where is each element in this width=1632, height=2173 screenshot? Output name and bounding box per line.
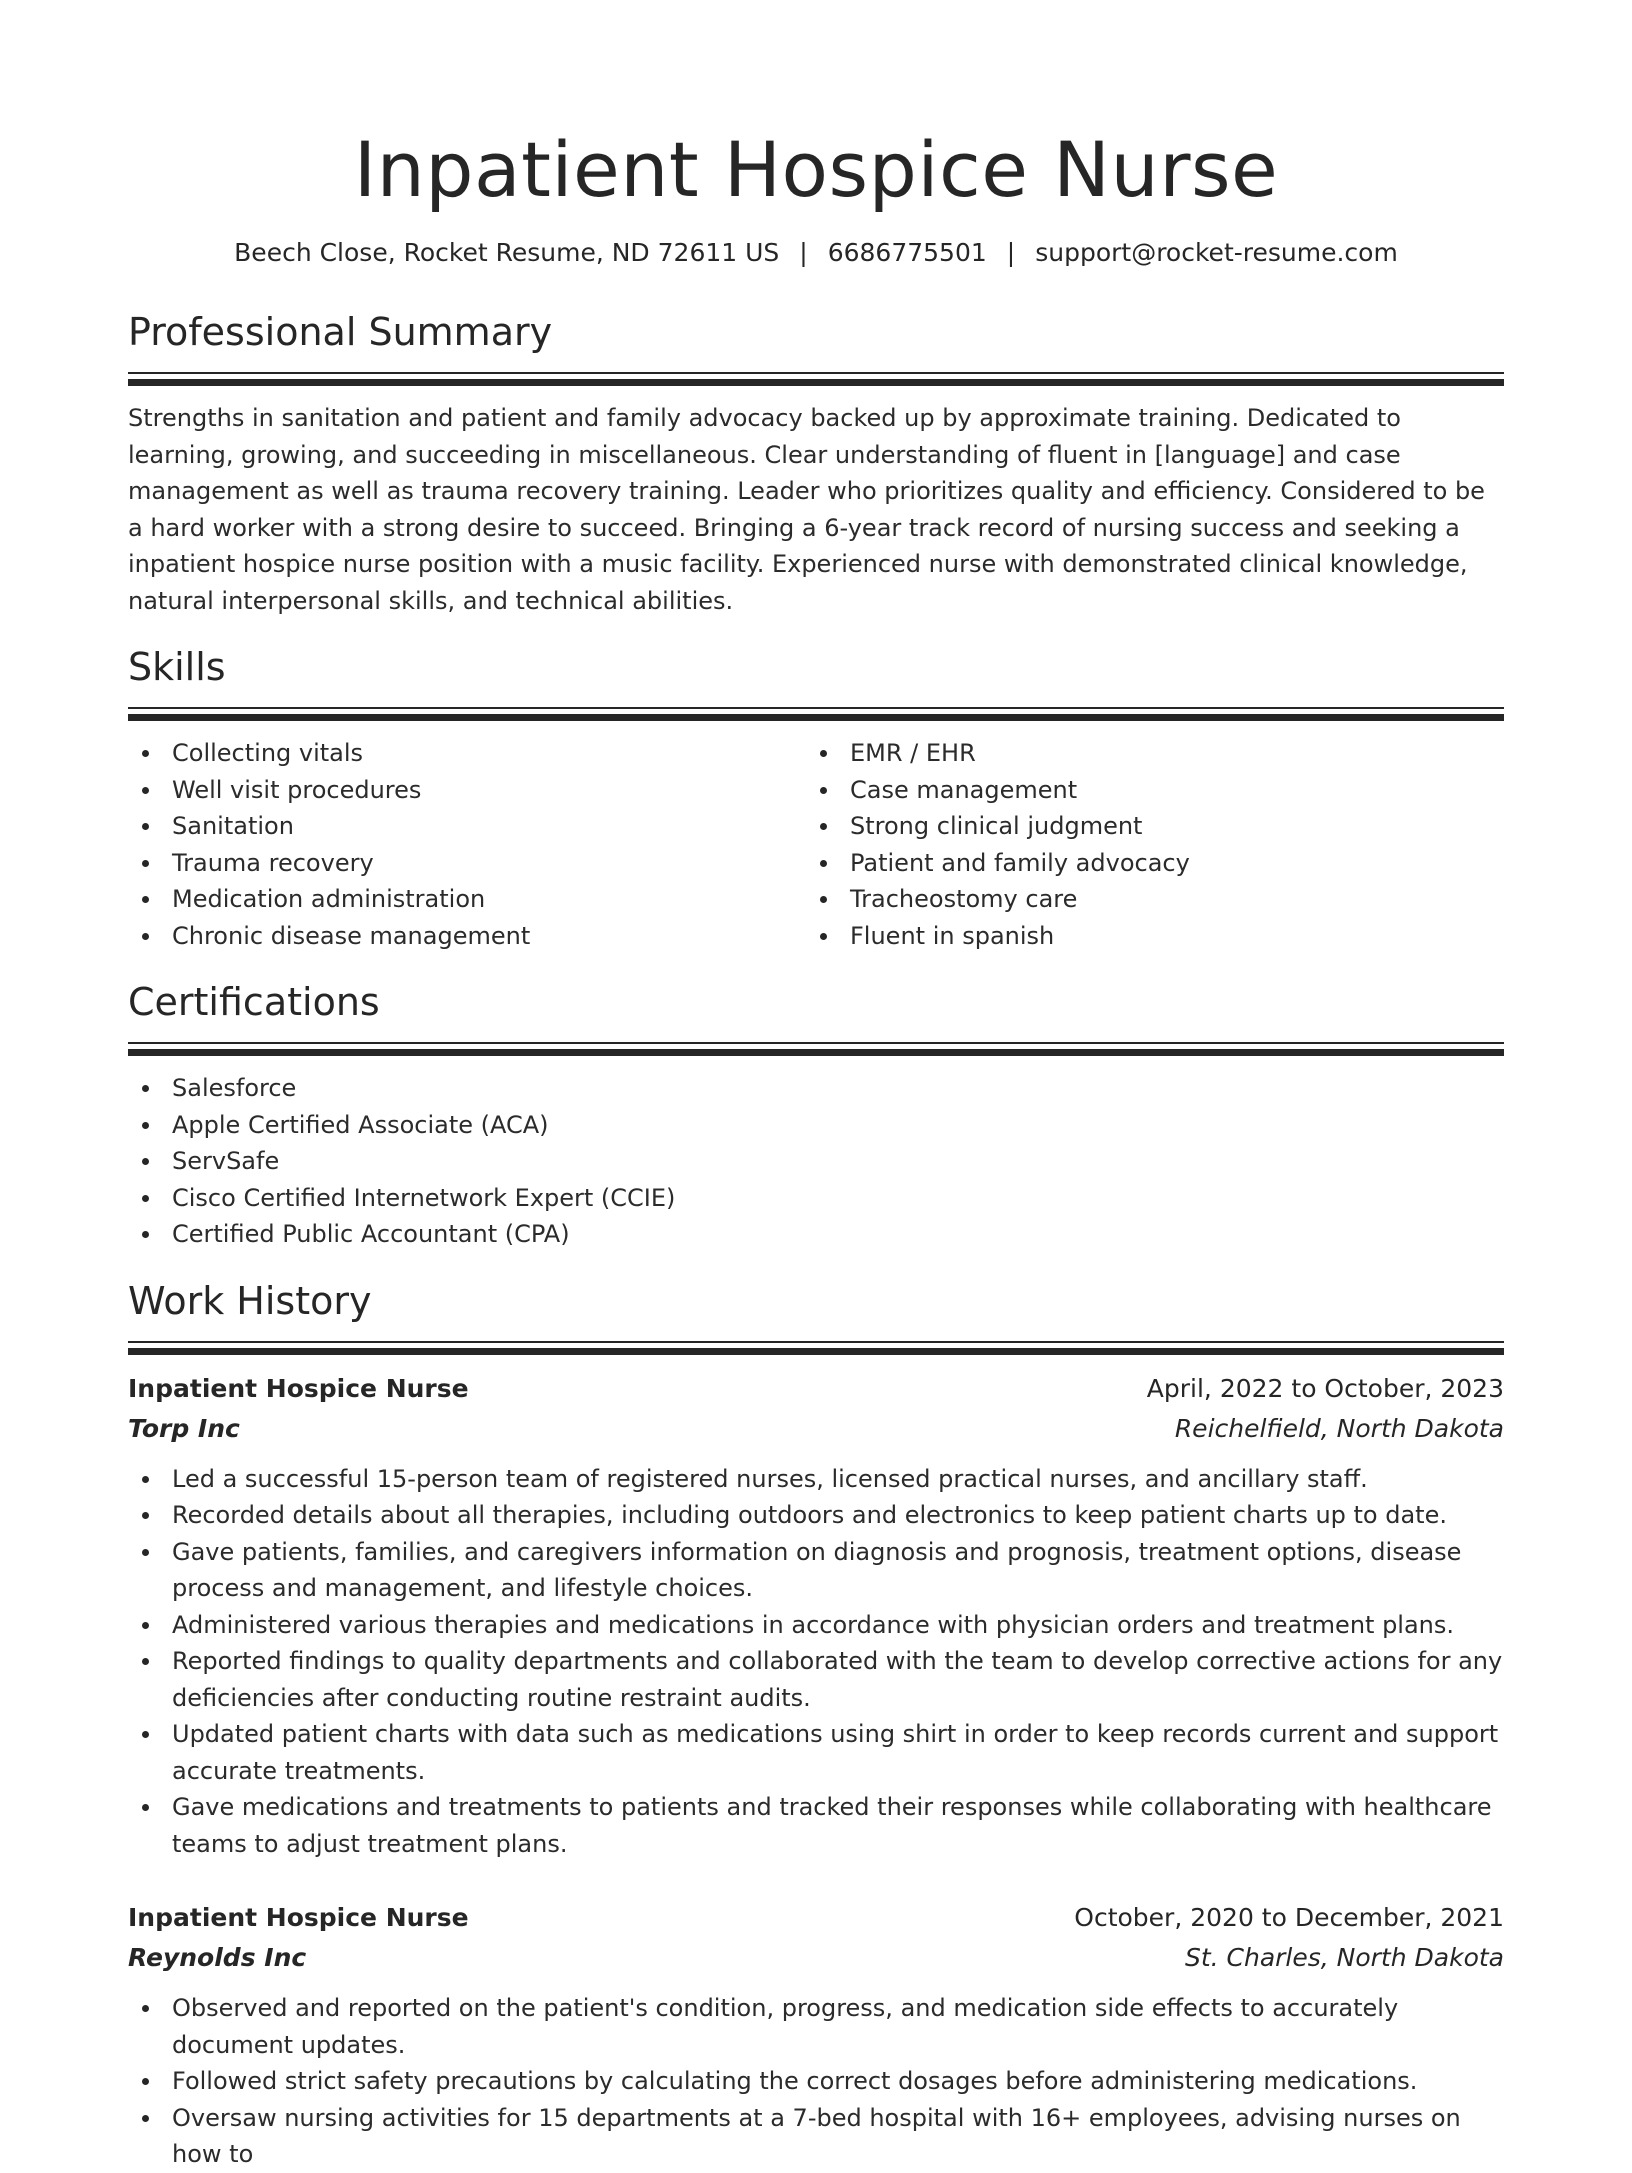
resume-name: Inpatient Hospice Nurse <box>353 125 1279 214</box>
job-bullet: Updated patient charts with data such as medications using shirt in order to keep records current and support accurate treatments. <box>172 1716 1504 1789</box>
contact-address: Beech Close, Rocket Resume, ND 72611 US <box>234 238 780 267</box>
job-bullet: Gave patients, families, and caregivers information on diagnosis and prognosis, treatment options, disease process and management, and lifestyle choices. <box>172 1534 1504 1607</box>
skill-item: Strong clinical judgment <box>850 808 1484 845</box>
job-bullet: Reported findings to quality departments and collaborated with the team to develop corrective actions for any deficiencies after conducting routine restraint audits. <box>172 1643 1504 1716</box>
job-bullet: Oversaw nursing activities for 15 departments at a 7-bed hospital with 16+ employees, advising nurses on how to <box>172 2100 1504 2173</box>
certification-item: Cisco Certified Internetwork Expert (CCIE) <box>172 1180 1504 1217</box>
section-rule <box>128 1042 1504 1044</box>
skill-item: Fluent in spanish <box>850 918 1484 955</box>
section-rule <box>128 707 1504 709</box>
contact-email[interactable]: support@rocket-resume.com <box>1035 238 1398 267</box>
section-rule-thick <box>128 1049 1504 1056</box>
skill-item: Trauma recovery <box>172 845 806 882</box>
job-bullet: Administered various therapies and medications in accordance with physician orders and treatment plans. <box>172 1607 1504 1644</box>
section-rule <box>128 372 1504 374</box>
skill-item: Medication administration <box>172 881 806 918</box>
job-dates: October, 2020 to December, 2021 <box>1074 1903 1504 1932</box>
job-header <box>128 1369 1504 1409</box>
skills-column-right <box>806 735 1484 954</box>
job-subheader <box>128 1409 1504 1449</box>
skills-list-right <box>806 735 1484 954</box>
certification-item: ServSafe <box>172 1143 1504 1180</box>
job-bullet: Followed strict safety precautions by calculating the correct dosages before administering medications. <box>172 2063 1504 2100</box>
certification-item: Salesforce <box>172 1070 1504 1107</box>
job-bullet: Observed and reported on the patient's condition, progress, and medication side effects to accurately document updates. <box>172 1990 1504 2063</box>
contact-separator: | <box>799 238 808 267</box>
job-location: Reichelfield, North Dakota <box>1174 1413 1504 1443</box>
certification-item: Apple Certified Associate (ACA) <box>172 1107 1504 1144</box>
job-title: Inpatient Hospice Nurse <box>128 1373 469 1403</box>
job-entry <box>128 1369 1504 1863</box>
job-company: Reynolds Inc <box>128 1943 307 1972</box>
certifications-list <box>128 1070 1504 1253</box>
section-rule <box>128 1341 1504 1343</box>
skills-title: Skills <box>128 645 226 689</box>
job-dates: April, 2022 to October, 2023 <box>1146 1373 1504 1403</box>
job-entry <box>128 1898 1504 2173</box>
summary-section <box>128 306 1504 619</box>
skill-item: Patient and family advocacy <box>850 845 1484 882</box>
work-history-title: Work History <box>128 1278 372 1323</box>
skill-item: EMR / EHR <box>850 735 1484 772</box>
resume-page <box>128 0 1504 2173</box>
section-rule-thick <box>128 1348 1504 1355</box>
skill-item: Sanitation <box>172 808 806 845</box>
job-subheader <box>128 1938 1504 1978</box>
job-title: Inpatient Hospice Nurse <box>128 1903 469 1932</box>
skills-grid <box>128 735 1504 954</box>
contact-separator: | <box>1006 238 1016 267</box>
summary-text: Strengths in sanitation and patient and family advocacy backed up by approximate training. Dedicated to learning, growing, and succeeding in miscellaneous. Clear understanding of fluent in [language] and case management as well as trauma recovery training. Leader who prioritizes quality and efficiency. Considered to be a hard worker with a strong desire to succeed. Bringing a 6-year track record of nursing success and seeking a inpatient hospice nurse position with a music facility. Experienced nurse with demonstrated clinical knowledge, natural interpersonal skills, and technical abilities. <box>128 404 1485 615</box>
contact-line <box>128 236 1504 270</box>
work-history-section <box>128 1275 1504 2173</box>
job-bullets <box>128 1990 1504 2173</box>
section-rule-thick <box>128 714 1504 721</box>
job-bullet: Recorded details about all therapies, including outdoors and electronics to keep patient charts up to date. <box>172 1497 1504 1534</box>
certifications-title: Certifications <box>128 980 380 1024</box>
contact-phone: 6686775501 <box>827 238 987 267</box>
job-company: Torp Inc <box>128 1413 240 1443</box>
skill-item: Well visit procedures <box>172 772 806 809</box>
summary-title: Professional Summary <box>128 310 553 354</box>
job-bullet: Gave medications and treatments to patients and tracked their responses while collaborating with healthcare teams to adjust treatment plans. <box>172 1789 1504 1862</box>
job-location: St. Charles, North Dakota <box>1184 1943 1504 1972</box>
skill-item: Collecting vitals <box>172 735 806 772</box>
job-header <box>128 1898 1504 1938</box>
section-rule-thick <box>128 379 1504 386</box>
skills-list-left <box>128 735 806 954</box>
skills-section <box>128 641 1504 954</box>
skills-column-left <box>128 735 806 954</box>
skill-item: Case management <box>850 772 1484 809</box>
certification-item: Certified Public Accountant (CPA) <box>172 1216 1504 1253</box>
job-bullet: Led a successful 15-person team of registered nurses, licensed practical nurses, and ancillary staff. <box>172 1461 1504 1498</box>
skill-item: Tracheostomy care <box>850 881 1484 918</box>
job-bullets <box>128 1461 1504 1863</box>
certifications-section <box>128 976 1504 1253</box>
skill-item: Chronic disease management <box>172 918 806 955</box>
